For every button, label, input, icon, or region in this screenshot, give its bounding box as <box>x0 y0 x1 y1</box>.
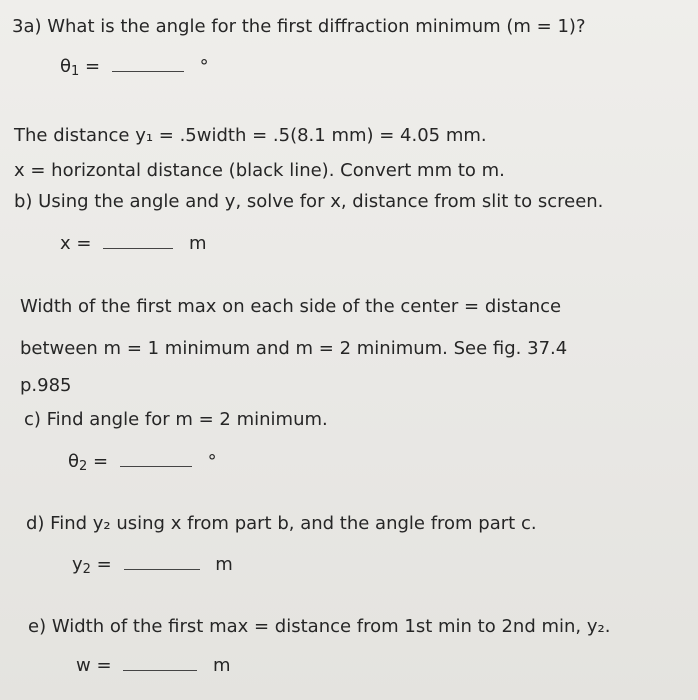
theta1-equals: = <box>85 56 101 77</box>
degree-unit: ° <box>199 56 209 77</box>
x-label: x = <box>60 233 92 254</box>
w-label: w = <box>76 655 112 676</box>
answer-x <box>60 233 206 255</box>
y2-equals: = <box>96 554 112 575</box>
meter-unit: m <box>188 233 207 254</box>
y2-symbol: y <box>72 554 83 575</box>
meter-unit: m <box>215 554 233 575</box>
theta2-equals: = <box>93 451 109 472</box>
question-3a-prompt: 3a) What is the angle for the first diffraction minimum (m = 1)? <box>12 16 586 37</box>
y2-answer-blank[interactable] <box>124 555 200 570</box>
width-explanation-line1: Width of the first max on each side of the center = distance <box>20 296 562 317</box>
theta1-answer-blank[interactable] <box>112 57 184 72</box>
width-explanation-line2: between m = 1 minimum and m = 2 minimum. See fig. 37.4 <box>20 338 568 359</box>
w-answer-blank[interactable] <box>123 656 197 671</box>
question-3d-prompt: d) Find y₂ using x from part b, and the angle from part c. <box>26 513 537 534</box>
y2-subscript: 2 <box>82 562 91 577</box>
distance-y1-line: The distance y₁ = .5width = .5(8.1 mm) = 4.05 mm. <box>14 125 487 146</box>
answer-theta1 <box>60 56 209 83</box>
theta2-subscript: 2 <box>79 459 88 474</box>
question-3b-prompt: b) Using the angle and y, solve for x, distance from slit to screen. <box>14 191 604 212</box>
x-definition-line: x = horizontal distance (black line). Convert mm to m. <box>14 160 505 181</box>
question-3e-prompt: e) Width of the first max = distance from 1st min to 2nd min, y₂. <box>28 616 611 637</box>
degree-unit: ° <box>207 451 217 472</box>
theta2-symbol: θ <box>68 451 80 472</box>
answer-w <box>76 655 231 677</box>
x-answer-blank[interactable] <box>103 234 173 249</box>
theta2-answer-blank[interactable] <box>120 452 192 467</box>
answer-y2 <box>72 554 233 581</box>
theta1-subscript: 1 <box>71 64 80 79</box>
meter-unit: m <box>213 655 231 676</box>
answer-theta2 <box>68 451 217 478</box>
theta1-symbol: θ <box>60 56 72 77</box>
question-3c-prompt: c) Find angle for m = 2 minimum. <box>24 409 328 430</box>
width-explanation-line3: p.985 <box>20 375 72 396</box>
